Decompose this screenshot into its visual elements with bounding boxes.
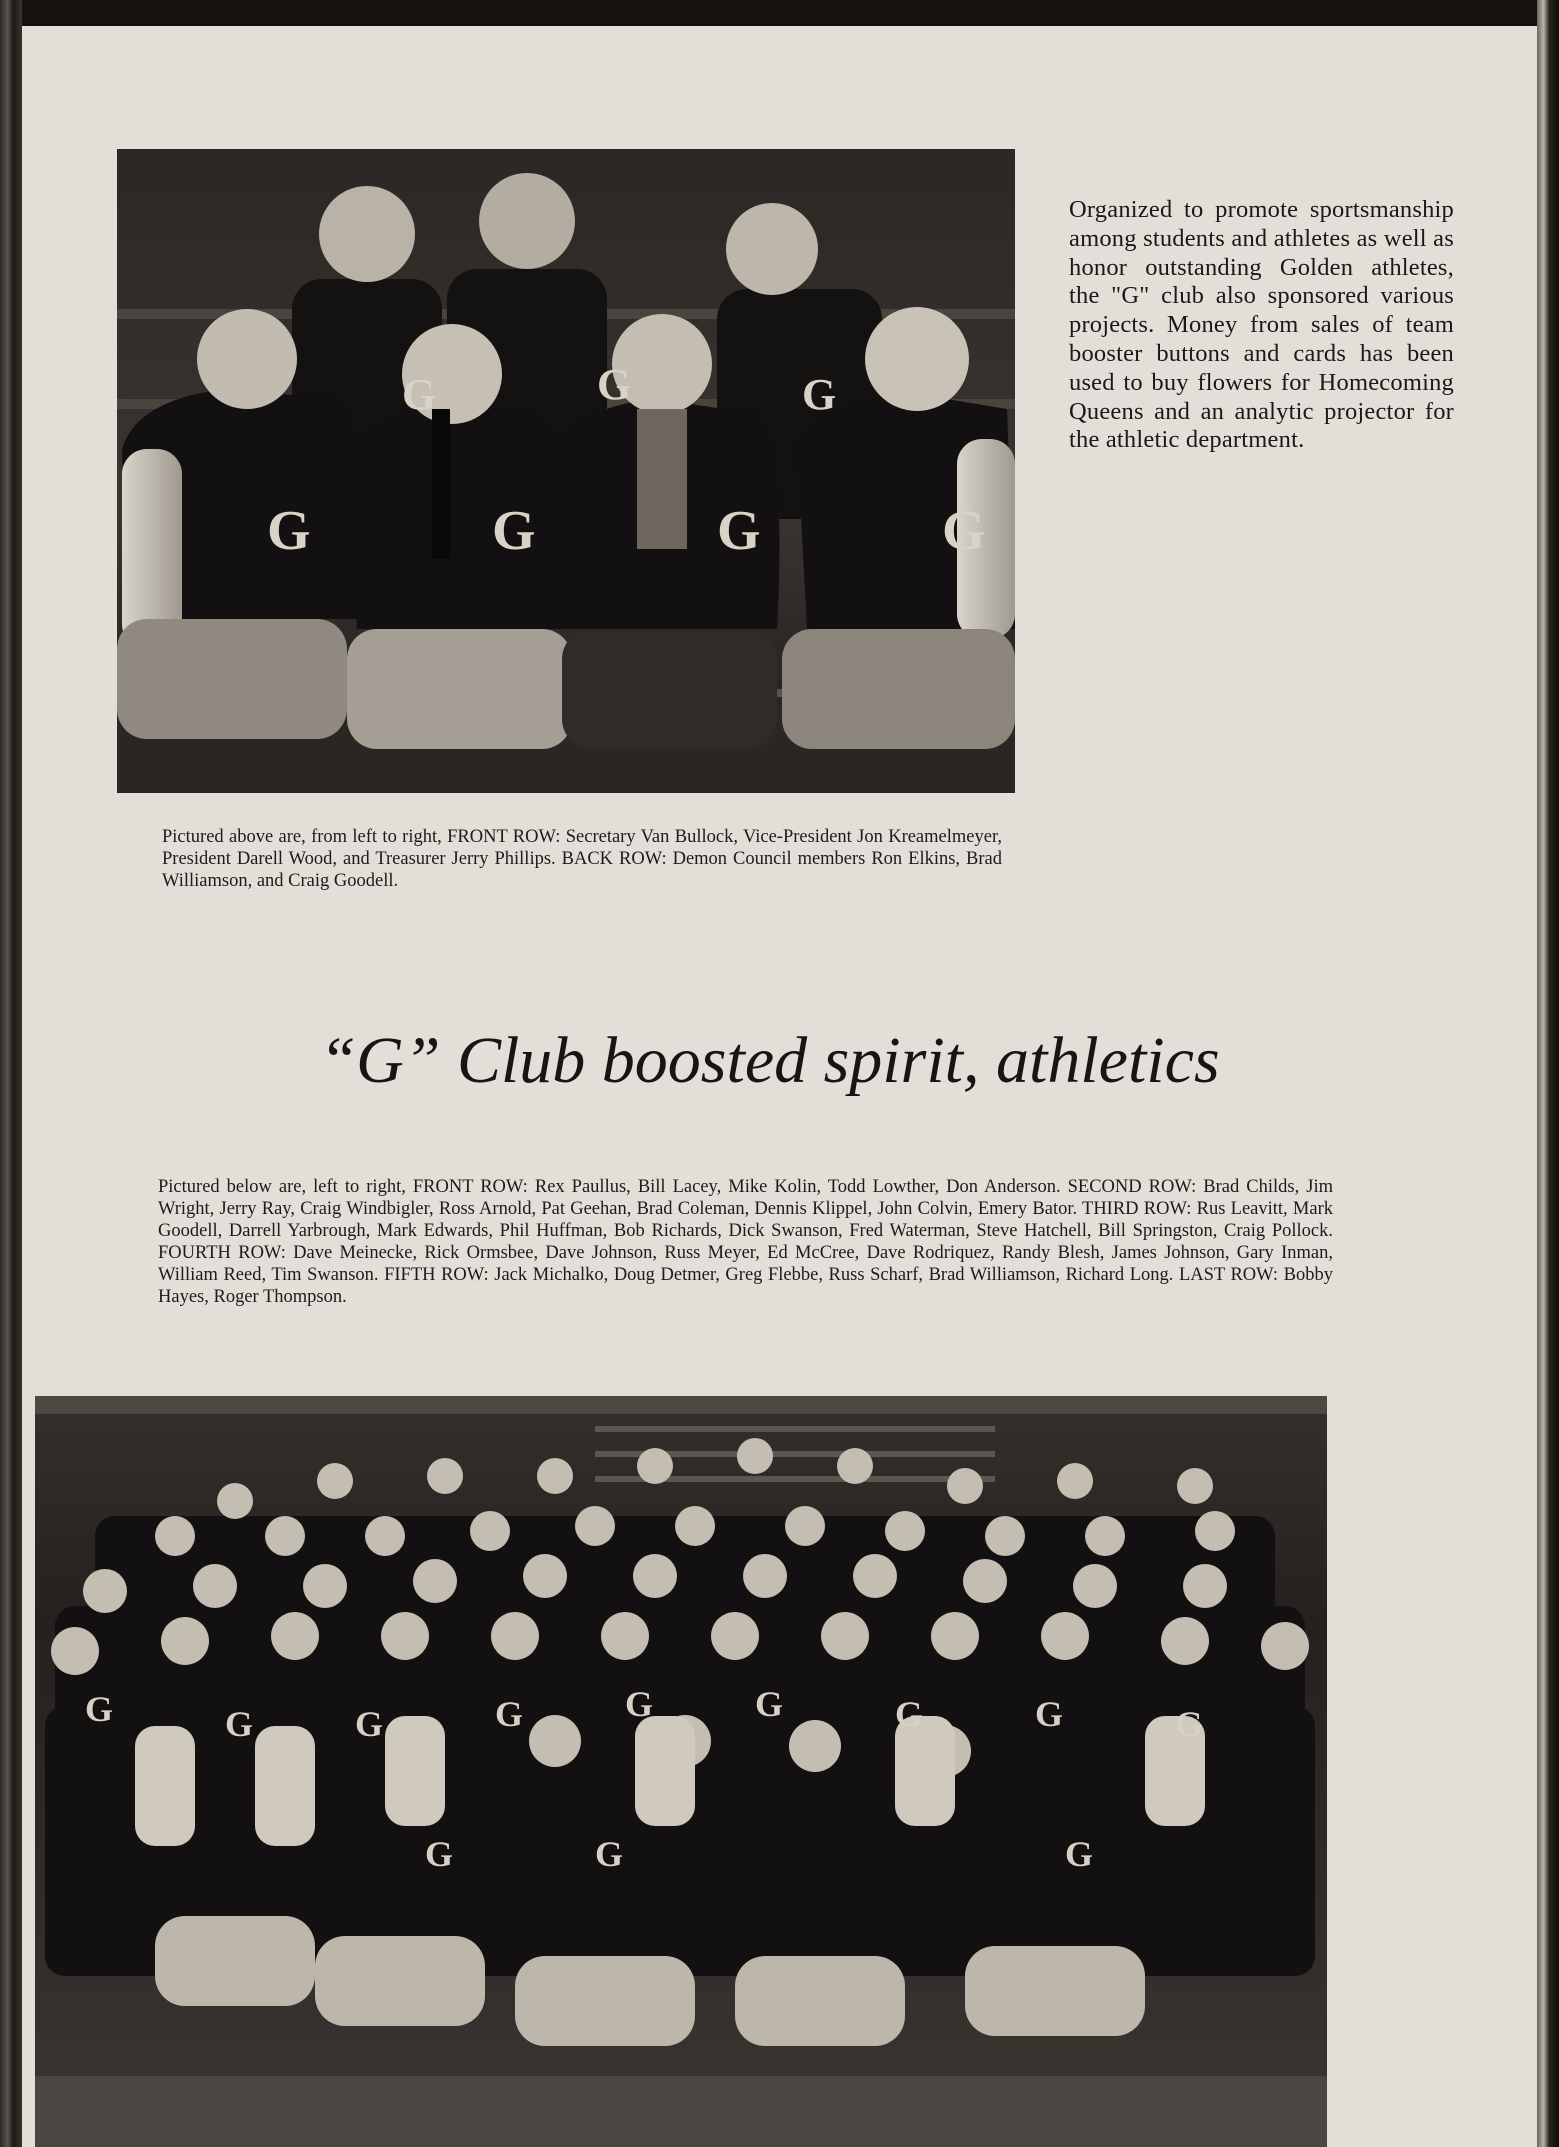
officers-photo	[117, 149, 1015, 793]
book-binding	[0, 0, 22, 2147]
svg-text:G: G	[355, 1704, 384, 1744]
club-description: Organized to promote sportsmanship among students and athletes as well as honor outstanding Golden athletes, the "G" club also sponsored various projects. Money from sales of team booster buttons and cards has been used to buy flowers for Homecoming Queens and an analytic projector for the athletic department.	[1069, 196, 1454, 454]
svg-text:G: G	[802, 370, 837, 419]
svg-text:G: G	[85, 1689, 114, 1729]
svg-text:G: G	[425, 1834, 454, 1874]
svg-text:G: G	[1065, 1834, 1094, 1874]
svg-text:G: G	[225, 1704, 254, 1744]
svg-text:G: G	[495, 1694, 524, 1734]
svg-text:G: G	[402, 370, 437, 419]
page-top-edge	[0, 0, 1559, 26]
yearbook-page	[22, 26, 1537, 2147]
svg-text:G: G	[625, 1684, 654, 1724]
svg-text:G: G	[942, 500, 986, 562]
svg-text:G: G	[1035, 1694, 1064, 1734]
svg-text:G: G	[597, 360, 632, 409]
members-caption: Pictured below are, left to right, FRONT ROW: Rex Paullus, Bill Lacey, Mike Kolin, Todd Lowther, Don Anderson. SECOND ROW: Brad Childs, Jim Wright, Jerry Ray, Craig Windbigler, Ross Arnold, Pat Geehan, Brad Coleman, Dennis Klippel, John Colvin, Emery Bator. THIRD ROW: Rus Leavitt, Mark Goodell, Darrell Yarbrough, Mark Edwards, Phil Huffman, Bob Richards, Dick Swanson, Fred Waterman, Steve Hatchell, Bill Springston, Craig Pollock. FOURTH ROW: Dave Meinecke, Rick Ormsbee, Dave Johnson, Russ Meyer, Ed McCree, Dave Rodriquez, Randy Blesh, James Johnson, Gary Inman, William Reed, Tim Swanson. FIFTH ROW: Jack Michalko, Doug Detmer, Greg Flebbe, Russ Scharf, Brad Williamson, Richard Long. LAST ROW: Bobby Hayes, Roger Thompson.	[158, 1177, 1333, 1307]
page-right-edge	[1537, 0, 1559, 2147]
members-group-photo	[35, 1396, 1327, 2147]
officers-caption: Pictured above are, from left to right, FRONT ROW: Secretary Van Bullock, Vice-President Jon Kreamelmeyer, President Darell Wood, and Treasurer Jerry Phillips. BACK ROW: Demon Council members Ron Elkins, Brad Williamson, and Craig Goodell.	[162, 827, 1002, 891]
svg-text:G: G	[895, 1694, 924, 1734]
svg-text:G: G	[717, 500, 761, 562]
svg-text:G: G	[267, 500, 311, 562]
svg-text:G: G	[1175, 1704, 1204, 1744]
svg-text:G: G	[595, 1834, 624, 1874]
svg-text:G: G	[755, 1684, 784, 1724]
page-title: “G” Club boosted spirit, athletics	[319, 1024, 1220, 1097]
svg-text:G: G	[492, 500, 536, 562]
